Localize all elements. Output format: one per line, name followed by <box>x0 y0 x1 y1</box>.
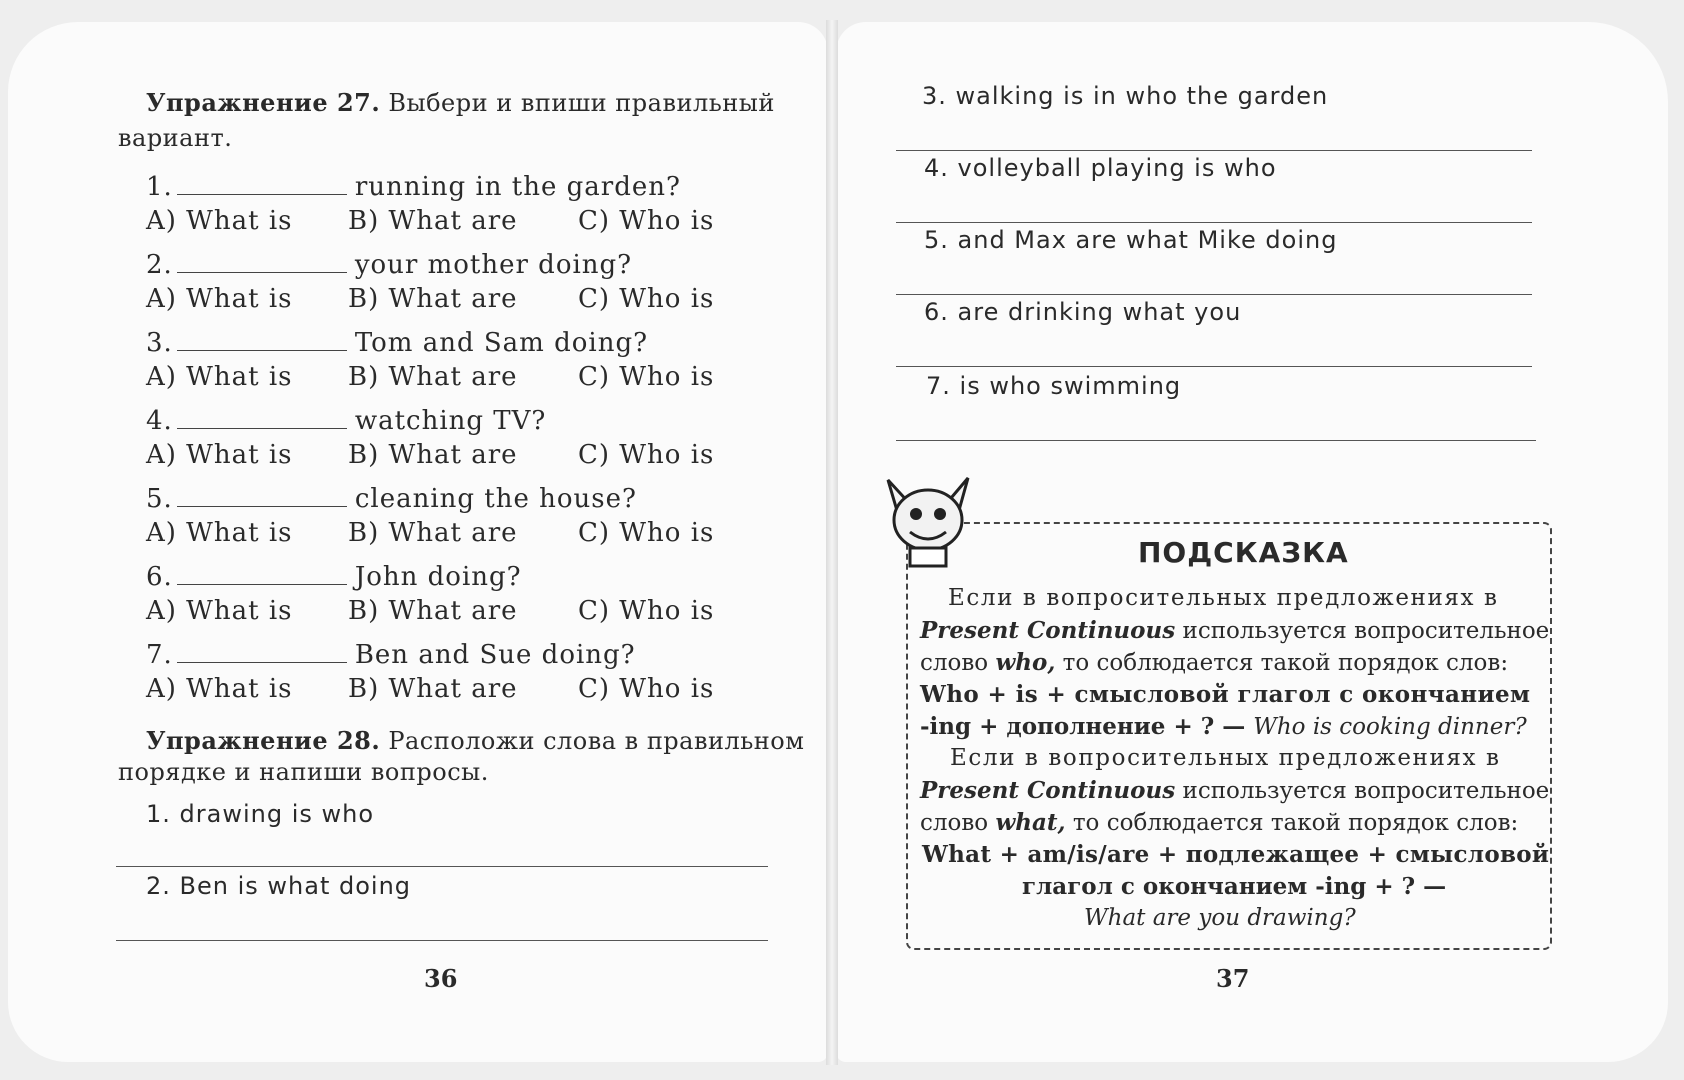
answer-option-a[interactable]: A) What is <box>146 206 293 236</box>
hint-line: What + am/is/are + подлежащее + смысловой <box>922 841 1550 868</box>
answer-line[interactable] <box>896 222 1532 223</box>
answer-option-b[interactable]: B) What are <box>348 518 518 548</box>
question-number: 3. <box>146 328 173 358</box>
hint-line: слово who, то соблюдается такой порядок слов: <box>920 649 1509 676</box>
answer-blank[interactable] <box>177 248 347 273</box>
answer-line[interactable] <box>116 866 768 867</box>
exercise-28-item-6: 6. are drinking what you <box>924 298 1242 326</box>
answer-option-a[interactable]: A) What is <box>146 596 293 626</box>
question-number: 2. <box>146 250 173 280</box>
exercise-28-heading-cont: порядке и напиши вопросы. <box>118 758 489 786</box>
answer-option-c[interactable]: C) Who is <box>578 518 715 548</box>
question-number: 7. <box>146 640 173 670</box>
page-number-left: 36 <box>424 964 458 993</box>
answer-option-a[interactable]: A) What is <box>146 284 293 314</box>
answer-line[interactable] <box>116 940 768 941</box>
question-text: cleaning the house? <box>354 484 637 514</box>
answer-option-b[interactable]: B) What are <box>348 596 518 626</box>
question-text: running in the garden? <box>354 172 681 202</box>
answer-line[interactable] <box>896 440 1536 441</box>
hint-line: глагол с окончанием -ing + ? — <box>1022 873 1447 900</box>
book-gutter <box>826 20 838 1065</box>
exercise-28-heading: Упражнение 28. Расположи слова в правильном <box>146 726 805 755</box>
exercise-27-question <box>146 170 681 202</box>
answer-option-c[interactable]: C) Who is <box>578 206 715 236</box>
answer-blank[interactable] <box>177 326 347 351</box>
hint-line: Present Continuous используется вопросительное <box>920 777 1550 804</box>
question-number: 4. <box>146 406 173 436</box>
answer-blank[interactable] <box>177 638 347 663</box>
answer-line[interactable] <box>896 366 1532 367</box>
answer-option-c[interactable]: C) Who is <box>578 596 715 626</box>
answer-option-a[interactable]: A) What is <box>146 518 293 548</box>
question-text: Ben and Sue doing? <box>354 640 636 670</box>
question-text: Tom and Sam doing? <box>354 328 649 358</box>
answer-blank[interactable] <box>177 560 347 585</box>
answer-option-a[interactable]: A) What is <box>146 440 293 470</box>
answer-blank[interactable] <box>177 404 347 429</box>
exercise-27-question <box>146 560 522 592</box>
exercise-28-item-4: 4. volleyball playing is who <box>924 154 1277 182</box>
exercise-27-question <box>146 248 632 280</box>
hint-line: Если в вопросительных предложениях в <box>948 585 1499 611</box>
answer-option-c[interactable]: C) Who is <box>578 440 715 470</box>
question-number: 5. <box>146 484 173 514</box>
hint-line: Если в вопросительных предложениях в <box>950 745 1501 771</box>
exercise-28-item-1: 1. drawing is who <box>146 800 375 828</box>
answer-option-a[interactable]: A) What is <box>146 674 293 704</box>
answer-option-a[interactable]: A) What is <box>146 362 293 392</box>
exercise-27-question <box>146 638 636 670</box>
exercise-27-question <box>146 404 546 436</box>
answer-option-b[interactable]: B) What are <box>348 440 518 470</box>
question-text: watching TV? <box>354 406 547 436</box>
answer-option-c[interactable]: C) Who is <box>578 674 715 704</box>
page-number-right: 37 <box>1216 964 1250 993</box>
exercise-28-item-5: 5. and Max are what Mike doing <box>924 226 1338 254</box>
hint-line: слово what, то соблюдается такой порядок слов: <box>920 809 1519 836</box>
exercise-28-item-2: 2. Ben is what doing <box>146 872 412 900</box>
exercise-28-item-7: 7. is who swimming <box>926 372 1182 400</box>
hint-title: ПОДСКАЗКА <box>1138 536 1349 569</box>
answer-option-c[interactable]: C) Who is <box>578 362 715 392</box>
answer-blank[interactable] <box>177 482 347 507</box>
hint-line: Who + is + смысловой глагол с окончанием <box>920 681 1531 708</box>
hint-line: -ing + дополнение + ? — Who is cooking dinner? <box>920 713 1527 740</box>
answer-option-b[interactable]: B) What are <box>348 674 518 704</box>
answer-option-b[interactable]: B) What are <box>348 284 518 314</box>
mascot-cat-icon <box>880 470 976 570</box>
exercise-27-question <box>146 482 637 514</box>
question-number: 6. <box>146 562 173 592</box>
question-text: John doing? <box>354 562 522 592</box>
exercise-27-heading-cont: вариант. <box>118 124 233 152</box>
hint-line: What are you drawing? <box>1084 905 1356 931</box>
answer-blank[interactable] <box>177 170 347 195</box>
exercise-27-heading: Упражнение 27. Выбери и впиши правильный <box>146 88 775 117</box>
answer-line[interactable] <box>896 150 1532 151</box>
hint-line: Present Continuous используется вопросительное <box>920 617 1550 644</box>
exercise-27-question <box>146 326 648 358</box>
question-number: 1. <box>146 172 173 202</box>
question-text: your mother doing? <box>354 250 633 280</box>
answer-line[interactable] <box>896 294 1532 295</box>
answer-option-c[interactable]: C) Who is <box>578 284 715 314</box>
answer-option-b[interactable]: B) What are <box>348 206 518 236</box>
answer-option-b[interactable]: B) What are <box>348 362 518 392</box>
exercise-28-item-3: 3. walking is in who the garden <box>922 82 1329 110</box>
